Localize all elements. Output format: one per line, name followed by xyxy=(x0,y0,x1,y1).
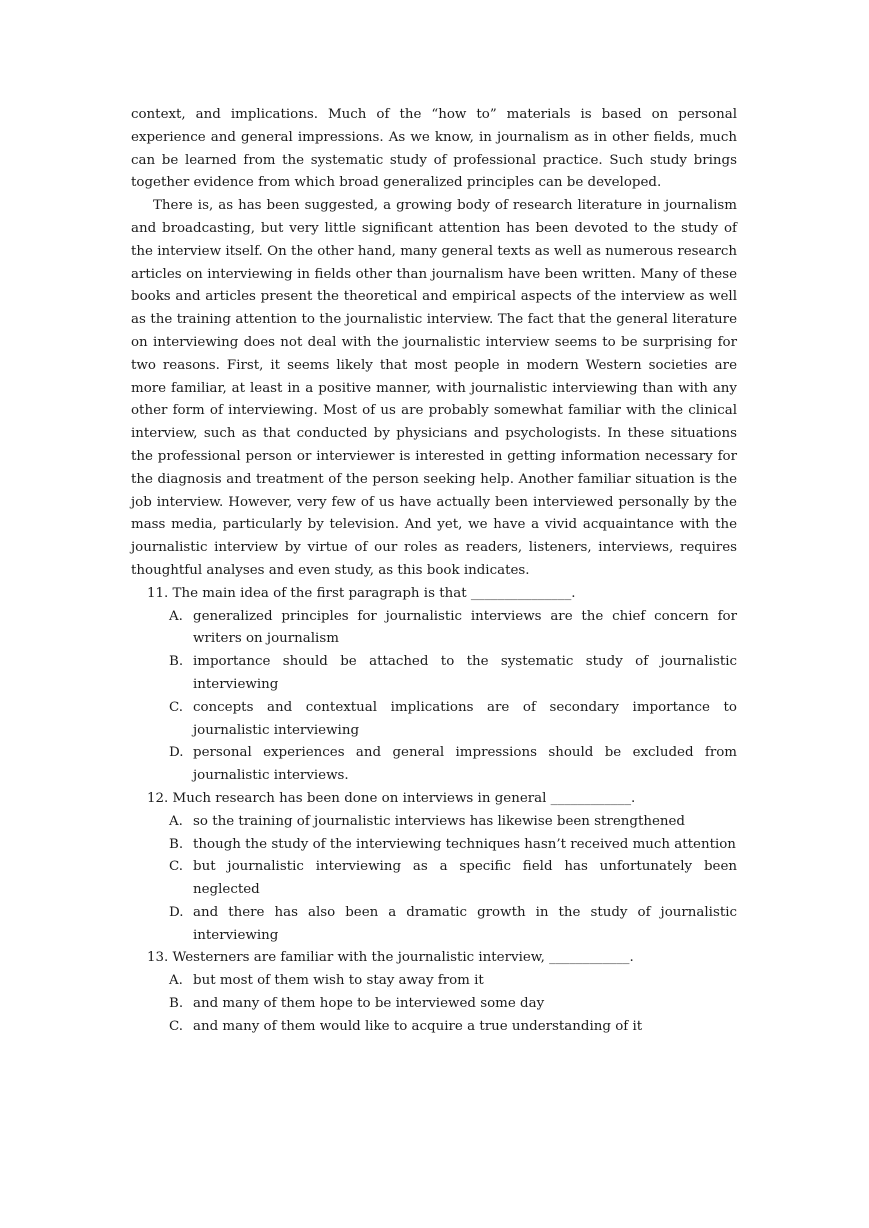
option-text: generalized principles for journalistic interviews are the chief concern for writers on journalism xyxy=(193,608,737,647)
question-stem: 12. Much research has been done on interviews in general ____________. xyxy=(147,790,636,806)
option-c[interactable] xyxy=(131,856,737,902)
option-text: but journalistic interviewing as a specific field has unfortunately been neglected xyxy=(193,859,737,898)
option-text: personal experiences and general impressions should be excluded from journalistic interviews. xyxy=(193,745,737,784)
option-label: B. xyxy=(169,654,184,670)
option-label: C. xyxy=(169,1018,184,1034)
option-label: C. xyxy=(169,699,184,715)
question-13 xyxy=(131,947,737,1038)
option-b[interactable] xyxy=(131,993,737,1016)
option-b[interactable] xyxy=(131,651,737,697)
option-text: so the training of journalistic interviews has likewise been strengthened xyxy=(193,813,686,829)
option-text: importance should be attached to the systematic study of journalistic interviewing xyxy=(193,654,737,692)
question-list xyxy=(131,583,737,1039)
option-label: A. xyxy=(169,813,183,829)
option-c[interactable] xyxy=(131,697,737,743)
option-label: D. xyxy=(169,745,184,761)
option-text: and many of them hope to be interviewed some day xyxy=(193,996,545,1012)
option-d[interactable] xyxy=(131,742,737,788)
document-page xyxy=(131,104,737,1039)
option-text: and there has also been a dramatic growth in the study of journalistic interviewing xyxy=(193,904,737,943)
option-d[interactable] xyxy=(131,902,737,948)
option-a[interactable] xyxy=(131,970,737,993)
option-label: B. xyxy=(169,836,184,852)
option-label: C. xyxy=(169,859,184,875)
option-a[interactable] xyxy=(131,811,737,834)
option-label: B. xyxy=(169,996,184,1012)
option-text: though the study of the interviewing techniques hasn’t received much attention xyxy=(193,836,736,852)
option-label: A. xyxy=(169,973,183,989)
question-11 xyxy=(131,583,737,788)
option-text: concepts and contextual implications are of secondary importance to journalistic interviewing xyxy=(193,699,737,738)
option-text: and many of them would like to acquire a true understanding of it xyxy=(193,1018,643,1034)
option-c[interactable] xyxy=(131,1016,737,1039)
option-text: but most of them wish to stay away from it xyxy=(193,973,484,989)
option-b[interactable] xyxy=(131,834,737,857)
question-stem: 11. The main idea of the first paragraph is that _______________. xyxy=(147,585,576,601)
question-12 xyxy=(131,788,737,948)
option-label: D. xyxy=(169,904,184,920)
option-a[interactable] xyxy=(131,606,737,652)
passage-paragraph-2: There is, as has been suggested, a growing body of research literature in journalism and broadcasting, but very little significant attention has been devoted to the study of the interview itself. On the other hand, many general texts as well as numerous research articles on interviewing in fields other than journalism have been written. Many of these books and articles present the theoretical and empirical aspects of the interview as well as the training attention to the journalistic interview. The fact that the general literature on interviewing does not deal with the journalistic interview seems to be surprising for two reasons. First, it seems likely that most people in modern Western societies are more familiar, at least in a positive manner, with journalistic interviewing than with any other form of interviewing. Most of us are probably somewhat familiar with the clinical interview, such as that conducted by physicians and psychologists. In these situations the professional person or interviewer is interested in getting information necessary for the diagnosis and treatment of the person seeking help. Another familiar situation is the job interview. However, very few of us have actually been interviewed personally by the mass media, particularly by television. And yet, we have a vivid acquaintance with the journalistic interview by virtue of our roles as readers, listeners, interviews, requires thoughtful analyses and even study, as this book indicates. xyxy=(131,198,737,578)
option-label: A. xyxy=(169,608,183,624)
passage-paragraph-1: context, and implications. Much of the “how to” materials is based on personal experience and general impressions. As we know, in journalism as in other fields, much can be learned from the systematic study of professional practice. Such study brings together evidence from which broad generalized principles can be developed. xyxy=(131,107,737,191)
question-stem: 13. Westerners are familiar with the journalistic interview, ____________. xyxy=(147,950,634,966)
